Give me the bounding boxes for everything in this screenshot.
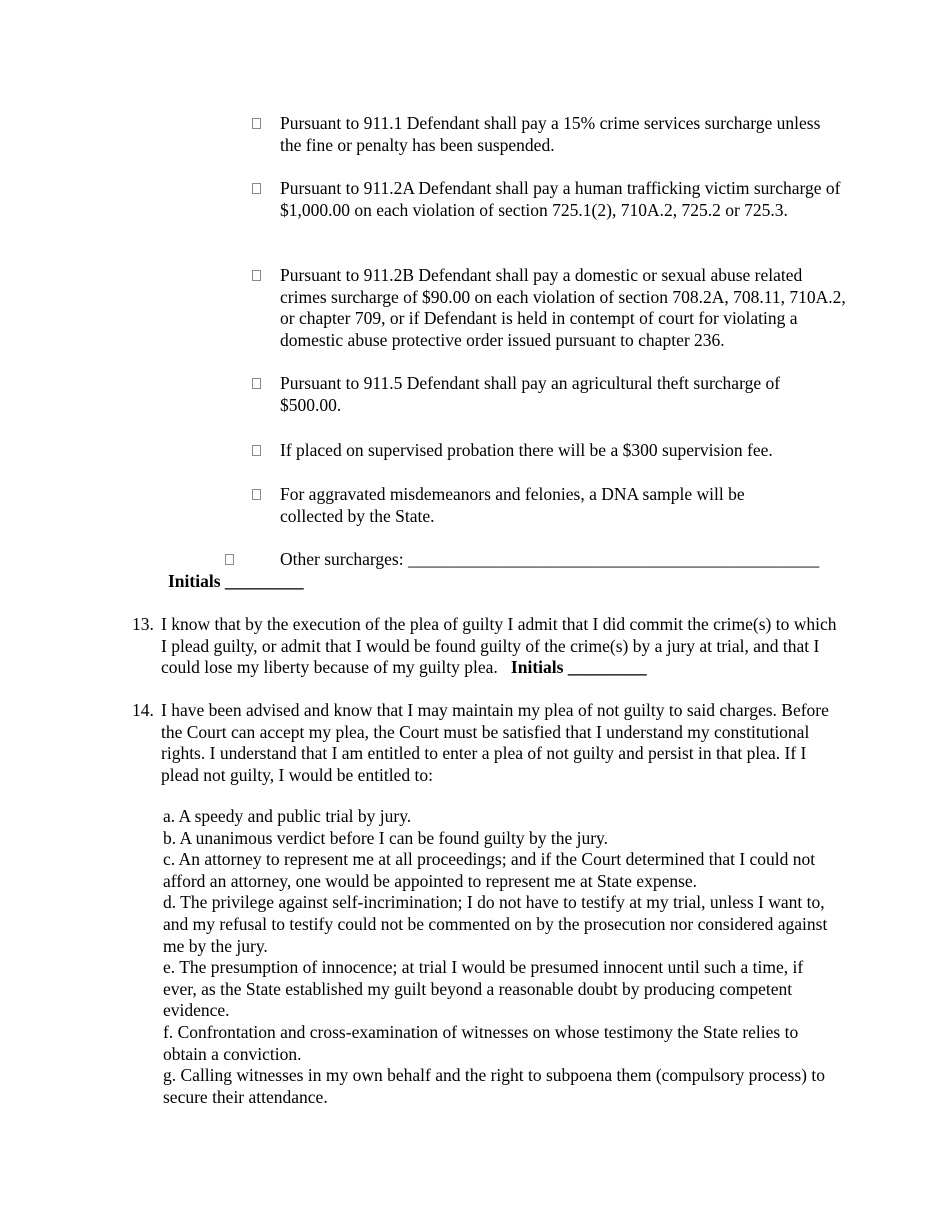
rights-list [163, 806, 833, 1108]
initials-line [168, 571, 304, 593]
initials-label: Initials [168, 571, 221, 591]
surcharge-item-4: Pursuant to 911.5 Defendant shall pay an agricultural theft surcharge of $500.00. [280, 373, 781, 415]
surcharge-checkbox-1[interactable] [252, 118, 261, 129]
item-13-text [161, 614, 841, 679]
right-g: g. Calling witnesses in my own behalf and the right to subpoena them (compulsory process) to secure their attendance. [163, 1065, 825, 1107]
right-e: e. The presumption of innocence; at trial I would be presumed innocent until such a time, if ever, as the State established my guilt beyond a reasonable doubt by producing competent evidence. [163, 957, 804, 1021]
surcharge-item-2: Pursuant to 911.2A Defendant shall pay a human trafficking victim surcharge of $1,000.00 on each violation of section 725.1(2), 710A.2, 725.2 or 725.3. [280, 178, 841, 220]
other-surcharges-line [280, 549, 819, 571]
other-surcharges-label: Other surcharges: [280, 549, 408, 569]
surcharge-item-6: For aggravated misdemeanors and felonies, a DNA sample will be collected by the State. [280, 484, 745, 526]
surcharge-checkbox-4[interactable] [252, 378, 261, 389]
other-surcharges-checkbox[interactable] [225, 554, 234, 565]
right-b: b. A unanimous verdict before I can be found guilty by the jury. [163, 827, 609, 848]
initials-blank[interactable]: _________ [224, 571, 304, 591]
right-f: f. Confrontation and cross-examination of witnesses on whose testimony the State relies to obtain a conviction. [163, 1021, 799, 1064]
surcharge-item-5: If placed on supervised probation there will be a $300 supervision fee. [280, 440, 773, 460]
surcharge-item-1: Pursuant to 911.1 Defendant shall pay a 15% crime services surcharge unless the fine or penalty has been suspended. [280, 113, 821, 155]
surcharge-checkbox-5[interactable] [252, 445, 261, 456]
right-c: c. An attorney to represent me at all proceedings; and if the Court determined that I could not afford an attorney, one would be appointed to represent me at State expense. [163, 849, 816, 891]
surcharge-checkbox-3[interactable] [252, 270, 261, 281]
item-14-number: 14. [132, 700, 154, 720]
other-surcharges-blank[interactable]: _______________________________________________ [407, 549, 820, 569]
item-13-initials-label: Initials [510, 657, 564, 678]
item-13-number: 13. [132, 614, 154, 634]
item-14-text: I have been advised and know that I may maintain my plea of not guilty to said charges. Before the Court can accept my plea, the Court must be satisfied that I understand my constitutional rights. I understand that I am entitled to enter a plea of not guilty and persist in that plea. If I plead not guilty, I would be entitled to: [161, 700, 829, 785]
right-d: d. The privilege against self-incrimination; I do not have to testify at my trial, unless I want to, and my refusal to testify could not be commented on by the prosecution nor considered against me by the jury. [163, 892, 828, 956]
surcharge-checkbox-2[interactable] [252, 183, 261, 194]
item-13-body: I know that by the execution of the plea of guilty I admit that I did commit the crime(s) to which I plead guilty, or admit that I would be found guilty of the crime(s) by a jury at trial, and that I could lose my liberty because of my guilty plea. [161, 614, 837, 678]
right-a: a. A speedy and public trial by jury. [163, 806, 412, 826]
surcharge-item-3: Pursuant to 911.2B Defendant shall pay a domestic or sexual abuse related crimes surcharge of $90.00 on each violation of section 708.2A, 708.11, 710A.2, or chapter 709, or if Defendant is held in contempt of court for violating a domestic abuse protective order issued pursuant to chapter 236. [280, 265, 846, 350]
surcharge-checkbox-6[interactable] [252, 489, 261, 500]
item-13-initials-blank[interactable]: _________ [567, 657, 647, 678]
